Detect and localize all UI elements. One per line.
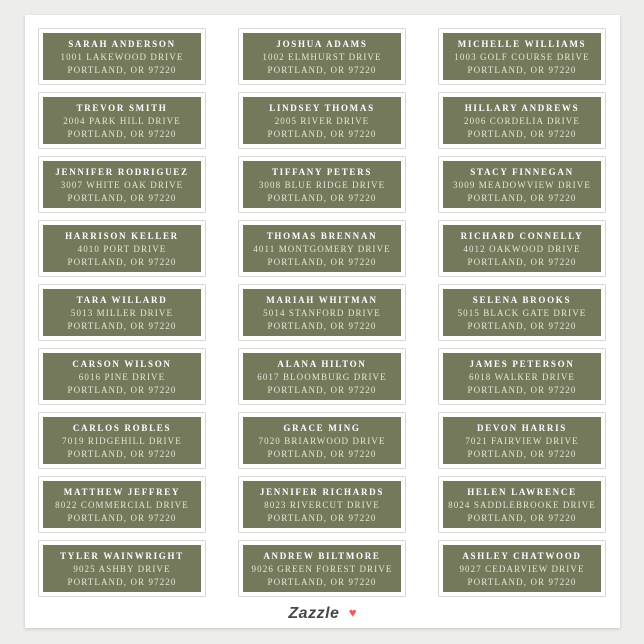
city-state-zip: PORTLAND, OR 97220	[267, 448, 377, 459]
city-state-zip: PORTLAND, OR 97220	[267, 384, 377, 395]
address-label-panel	[443, 545, 601, 592]
city-state-zip: PORTLAND, OR 97220	[67, 448, 177, 459]
label-grid	[38, 28, 606, 597]
street-address: 4011 MONTGOMERY DRIVE	[253, 244, 391, 254]
recipient-name: LINDSEY THOMAS	[269, 103, 375, 113]
recipient-name: JENNIFER RODRIGUEZ	[55, 167, 189, 177]
address-label[interactable]	[38, 284, 206, 341]
address-label[interactable]	[438, 28, 606, 85]
street-address: 8022 COMMERCIAL DRIVE	[55, 500, 189, 510]
recipient-name: HARRISON KELLER	[65, 231, 179, 241]
address-label-panel	[243, 33, 401, 80]
address-label[interactable]	[238, 284, 406, 341]
address-label[interactable]	[238, 28, 406, 85]
address-label-panel	[443, 481, 601, 528]
city-state-zip: PORTLAND, OR 97220	[67, 512, 177, 523]
address-label[interactable]	[238, 156, 406, 213]
street-address: 6017 BLOOMBURG DRIVE	[257, 372, 387, 382]
recipient-name: ALANA HILTON	[277, 359, 367, 369]
recipient-name: TYLER WAINWRIGHT	[60, 551, 184, 561]
heart-icon: ♥	[348, 605, 357, 620]
recipient-name: MARIAH WHITMAN	[266, 295, 378, 305]
city-state-zip: PORTLAND, OR 97220	[467, 448, 577, 459]
recipient-name: TIFFANY PETERS	[271, 167, 373, 177]
address-label-panel	[43, 481, 201, 528]
address-label-panel	[443, 33, 601, 80]
city-state-zip: PORTLAND, OR 97220	[267, 320, 377, 331]
city-state-zip: PORTLAND, OR 97220	[267, 576, 377, 587]
address-label[interactable]	[38, 412, 206, 469]
city-state-zip: PORTLAND, OR 97220	[467, 512, 577, 523]
city-state-zip: PORTLAND, OR 97220	[67, 192, 177, 203]
recipient-name: SARAH ANDERSON	[68, 39, 176, 49]
address-label-panel	[43, 225, 201, 272]
address-label-panel	[243, 161, 401, 208]
address-label-panel	[43, 289, 201, 336]
street-address: 3008 BLUE RIDGE DRIVE	[258, 180, 386, 190]
address-label-panel	[243, 225, 401, 272]
street-address: 5014 STANFORD DRIVE	[263, 308, 381, 318]
watermark	[25, 605, 620, 623]
city-state-zip: PORTLAND, OR 97220	[467, 576, 577, 587]
address-label-panel	[243, 417, 401, 464]
recipient-name: CARSON WILSON	[72, 359, 172, 369]
address-label-panel	[243, 289, 401, 336]
city-state-zip: PORTLAND, OR 97220	[67, 128, 177, 139]
address-label[interactable]	[438, 348, 606, 405]
street-address: 2004 PARK HILL DRIVE	[63, 116, 181, 126]
address-label[interactable]	[438, 220, 606, 277]
address-label[interactable]	[438, 412, 606, 469]
city-state-zip: PORTLAND, OR 97220	[267, 256, 377, 267]
recipient-name: TREVOR SMITH	[76, 103, 168, 113]
address-label-panel	[43, 97, 201, 144]
city-state-zip: PORTLAND, OR 97220	[267, 64, 377, 75]
address-label-panel	[443, 225, 601, 272]
address-label-panel	[243, 481, 401, 528]
zazzle-logo: Zazzle	[288, 605, 340, 622]
address-label-panel	[443, 161, 601, 208]
city-state-zip: PORTLAND, OR 97220	[467, 384, 577, 395]
recipient-name: GRACE MING	[283, 423, 361, 433]
street-address: 3009 MEADOWVIEW DRIVE	[453, 180, 591, 190]
city-state-zip: PORTLAND, OR 97220	[467, 64, 577, 75]
city-state-zip: PORTLAND, OR 97220	[267, 192, 377, 203]
city-state-zip: PORTLAND, OR 97220	[267, 512, 377, 523]
address-label-panel	[243, 545, 401, 592]
recipient-name: MICHELLE WILLIAMS	[457, 39, 587, 49]
city-state-zip: PORTLAND, OR 97220	[467, 256, 577, 267]
address-label[interactable]	[238, 220, 406, 277]
address-label-panel	[443, 353, 601, 400]
address-label-panel	[43, 353, 201, 400]
street-address: 2005 RIVER DRIVE	[274, 116, 370, 126]
address-label-panel	[43, 161, 201, 208]
recipient-name: HILLARY ANDREWS	[464, 103, 580, 113]
recipient-name: MATTHEW JEFFREY	[63, 487, 181, 497]
city-state-zip: PORTLAND, OR 97220	[67, 576, 177, 587]
city-state-zip: PORTLAND, OR 97220	[467, 128, 577, 139]
address-label[interactable]	[438, 476, 606, 533]
address-label[interactable]	[238, 476, 406, 533]
recipient-name: JOSHUA ADAMS	[276, 39, 368, 49]
address-label-panel	[43, 545, 201, 592]
street-address: 3007 WHITE OAK DRIVE	[60, 180, 184, 190]
address-label-panel	[443, 97, 601, 144]
address-label[interactable]	[438, 540, 606, 597]
street-address: 1003 GOLF COURSE DRIVE	[454, 52, 590, 62]
address-label-panel	[43, 417, 201, 464]
street-address: 6018 WALKER DRIVE	[468, 372, 576, 382]
recipient-name: CARLOS ROBLES	[72, 423, 172, 433]
address-label[interactable]	[38, 348, 206, 405]
address-label-panel	[243, 97, 401, 144]
address-label[interactable]	[38, 156, 206, 213]
address-label-panel	[443, 289, 601, 336]
recipient-name: JAMES PETERSON	[469, 359, 575, 369]
street-address: 9027 CEDARVIEW DRIVE	[459, 564, 585, 574]
sticker-sheet	[25, 15, 620, 628]
recipient-name: THOMAS BRENNAN	[266, 231, 378, 241]
recipient-name: DEVON HARRIS	[477, 423, 567, 433]
street-address: 2006 CORDELIA DRIVE	[464, 116, 580, 126]
city-state-zip: PORTLAND, OR 97220	[67, 384, 177, 395]
address-label[interactable]	[238, 412, 406, 469]
address-label[interactable]	[238, 540, 406, 597]
street-address: 8024 SADDLEBROOKE DRIVE	[448, 500, 596, 510]
address-label-panel	[43, 33, 201, 80]
recipient-name: ANDREW BILTMORE	[263, 551, 381, 561]
address-label[interactable]	[38, 220, 206, 277]
recipient-name: HELEN LAWRENCE	[467, 487, 577, 497]
address-label[interactable]	[38, 476, 206, 533]
address-label-panel	[443, 417, 601, 464]
street-address: 6016 PINE DRIVE	[78, 372, 166, 382]
city-state-zip: PORTLAND, OR 97220	[67, 256, 177, 267]
address-label[interactable]	[38, 92, 206, 149]
street-address: 9026 GREEN FOREST DRIVE	[251, 564, 393, 574]
street-address: 1001 LAKEWOOD DRIVE	[60, 52, 184, 62]
street-address: 5015 BLACK GATE DRIVE	[457, 308, 587, 318]
address-label[interactable]	[238, 348, 406, 405]
city-state-zip: PORTLAND, OR 97220	[67, 320, 177, 331]
street-address: 7021 FAIRVIEW DRIVE	[465, 436, 579, 446]
street-address: 1002 ELMHURST DRIVE	[262, 52, 382, 62]
address-label-panel	[243, 353, 401, 400]
address-label[interactable]	[438, 92, 606, 149]
address-label[interactable]	[38, 540, 206, 597]
address-label[interactable]	[438, 156, 606, 213]
street-address: 8023 RIVERCUT DRIVE	[264, 500, 380, 510]
address-label[interactable]	[38, 28, 206, 85]
street-address: 4012 OAKWOOD DRIVE	[463, 244, 581, 254]
street-address: 5013 MILLER DRIVE	[70, 308, 174, 318]
address-label[interactable]	[238, 92, 406, 149]
street-address: 7020 BRIARWOOD DRIVE	[258, 436, 386, 446]
city-state-zip: PORTLAND, OR 97220	[267, 128, 377, 139]
city-state-zip: PORTLAND, OR 97220	[467, 320, 577, 331]
recipient-name: SELENA BROOKS	[472, 295, 572, 305]
address-label[interactable]	[438, 284, 606, 341]
street-address: 9025 ASHBY DRIVE	[73, 564, 171, 574]
recipient-name: TARA WILLARD	[76, 295, 168, 305]
street-address: 7019 RIDGEHILL DRIVE	[62, 436, 182, 446]
recipient-name: JENNIFER RICHARDS	[259, 487, 385, 497]
recipient-name: ASHLEY CHATWOOD	[462, 551, 582, 561]
recipient-name: STACY FINNEGAN	[470, 167, 574, 177]
street-address: 4010 PORT DRIVE	[77, 244, 167, 254]
city-state-zip: PORTLAND, OR 97220	[67, 64, 177, 75]
recipient-name: RICHARD CONNELLY	[460, 231, 584, 241]
city-state-zip: PORTLAND, OR 97220	[467, 192, 577, 203]
